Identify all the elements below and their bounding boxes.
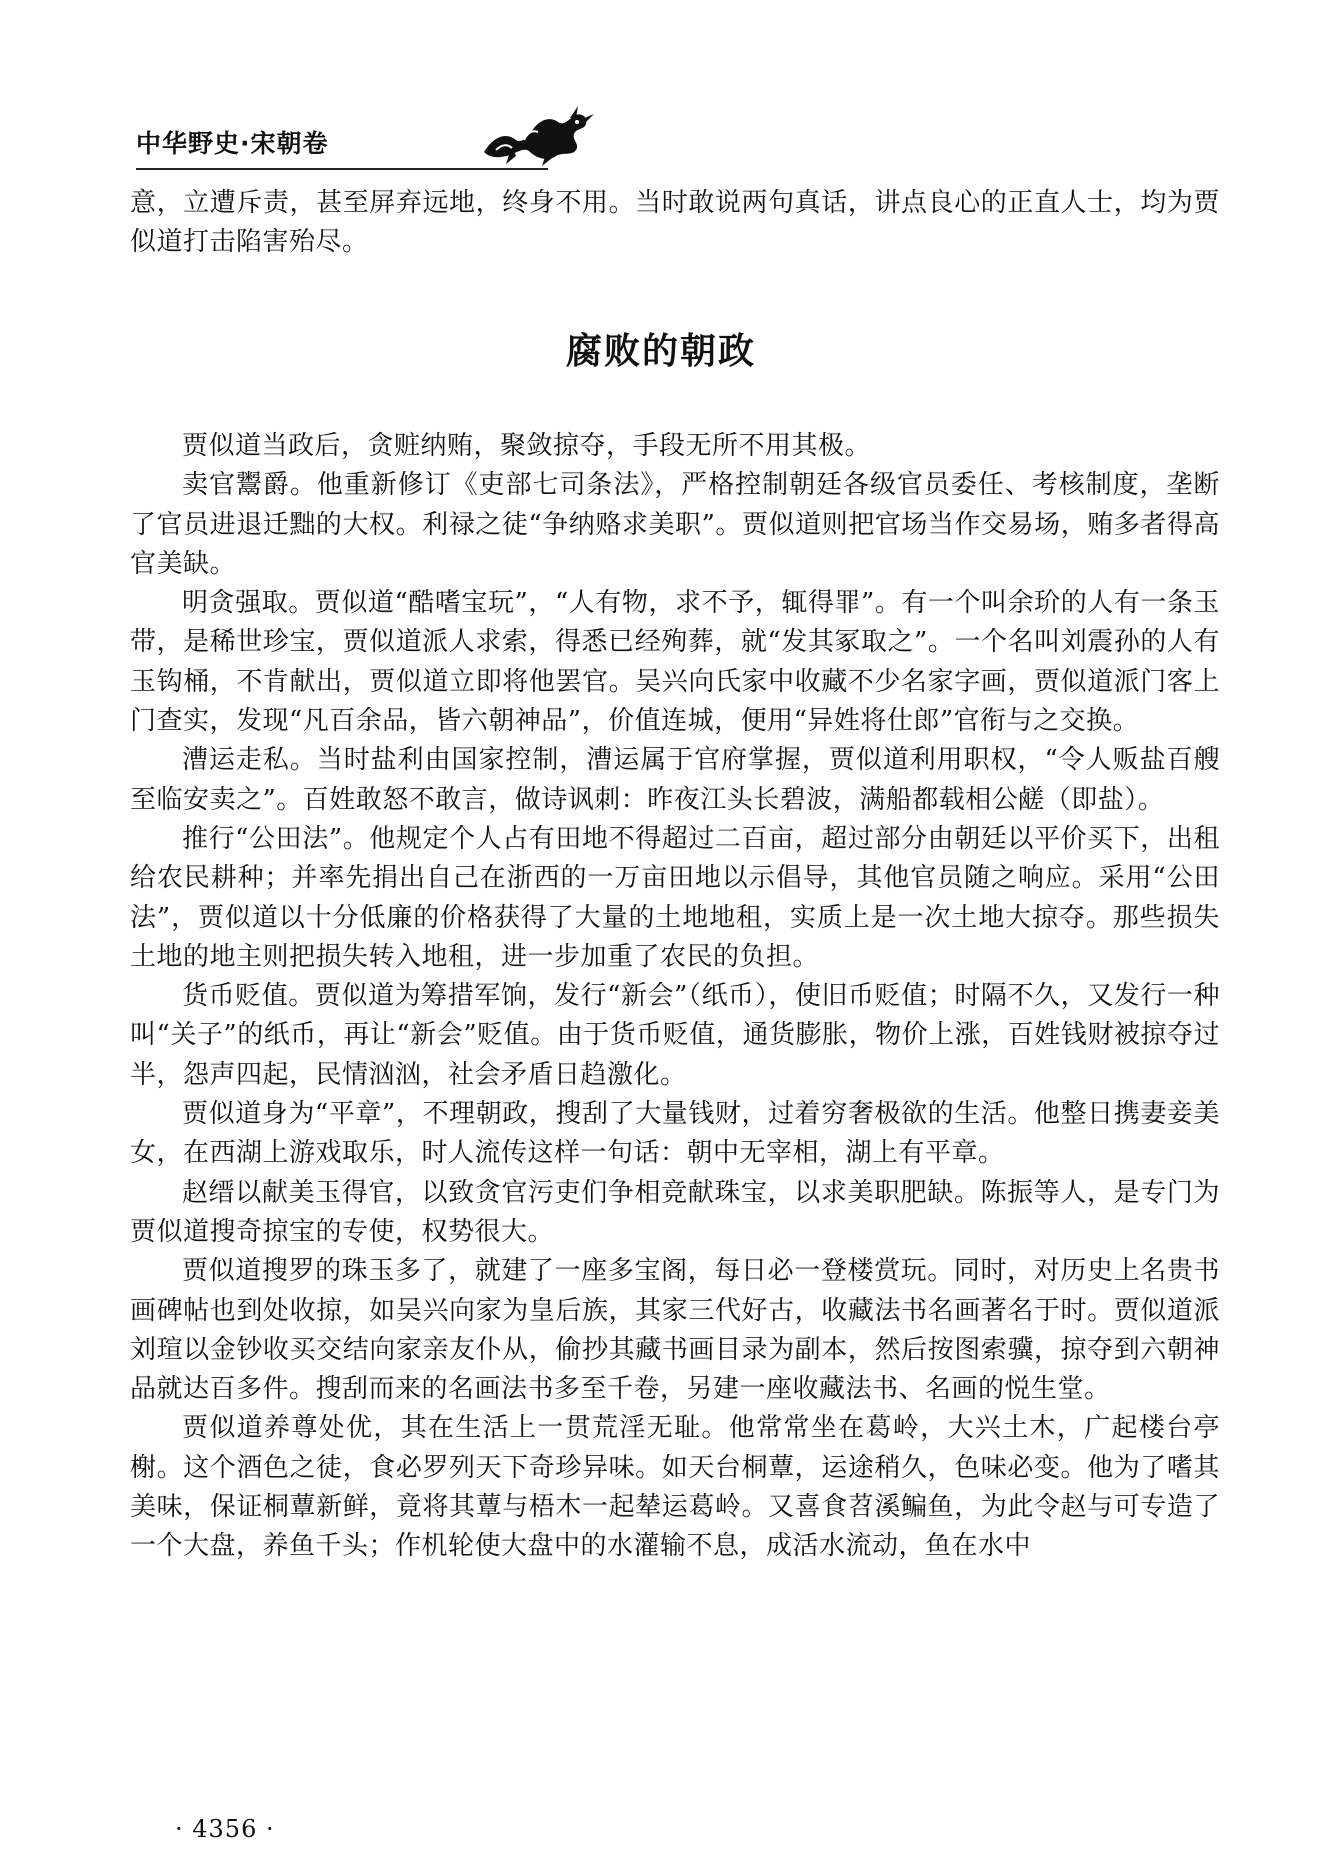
continued-paragraph: 意，立遭斥责，甚至屏弃远地，终身不用。当时敢说两句真话，讲点良心的正直人士，均为贾似道打击陷害殆尽。 bbox=[130, 188, 1220, 258]
paragraph: 贾似道养尊处优，其在生活上一贯荒淫无耻。他常常坐在葛岭，大兴土木，广起楼台亭榭。这个酒色之徒，食必罗列天下奇珍异味。如天台桐蕈，运途稍久，色味必变。他为了嗜其美味，保证桐蕈新鲜，竟将其蕈与梧木一起辇运葛岭。又喜食苕溪鳊鱼，为此令赵与可专造了一个大盘，养鱼千头；作机轮使大盘中的水灌输不息，成活水流动，鱼在水中 bbox=[130, 1413, 1220, 1562]
running-title: 中华野史·宋朝卷 bbox=[136, 129, 329, 158]
paragraph: 推行“公田法”。他规定个人占有田地不得超过二百亩，超过部分由朝廷以平价买下，出租给农民耕种；并率先捐出自己在浙西的一万亩田地以示倡导，其他官员随之响应。采用“公田法”，贾似道以十分低廉的价格获得了大量的土地地租，实质上是一次土地大掠夺。那些损失土地的地主则把损失转入地租，进一步加重了农民的负担。 bbox=[130, 823, 1220, 972]
paragraph: 货币贬值。贾似道为筹措军饷，发行“新会”（纸币），使旧币贬值；时隔不久，又发行一种叫“关子”的纸币，再让“新会”贬值。由于货币贬值，通货膨胀，物价上涨，百姓钱财被掠夺过半，怨声四起，民情汹汹，社会矛盾日趋激化。 bbox=[130, 981, 1220, 1090]
paragraph: 贾似道身为“平章”，不理朝政，搜刮了大量钱财，过着穷奢极欲的生活。他整日携妻妾美女，在西湖上游戏取乐，时人流传这样一句话：朝中无宰相，湖上有平章。 bbox=[130, 1099, 1220, 1169]
paragraph: 贾似道当政后，贪赃纳贿，聚敛掠夺，手段无所不用其极。 bbox=[182, 431, 872, 461]
article-body bbox=[130, 427, 1220, 1567]
continuation-block bbox=[130, 184, 1220, 263]
section-title: 腐败的朝政 bbox=[565, 331, 756, 372]
page-number: · 4356 · bbox=[175, 1815, 275, 1843]
paragraph: 贾似道搜罗的珠玉多了，就建了一座多宝阁，每日必一登楼赏玩。同时，对历史上名贵书画碑帖也到处收掠，如吴兴向家为皇后族，其家三代好古，收藏法书名画著名于时。贾似道派刘瑄以金钞收买交结向家亲友仆从，偷抄其藏书画目录为副本，然后按图索骥，掠夺到六朝神品就达百多件。搜刮而来的名画法书多至千卷，另建一座收藏法书、名画的悦生堂。 bbox=[130, 1256, 1220, 1405]
paragraph: 明贪强取。贾似道“酷嗜宝玩”，“人有物，求不予，辄得罪”。有一个叫余玠的人有一条玉带，是稀世珍宝，贾似道派人求索，得悉已经殉葬，就“发其冢取之”。一个名叫刘震孙的人有玉钩桶，不肯献出，贾似道立即将他罢官。吴兴向氏家中收藏不少名家字画，贾似道派门客上门查实，发现“凡百余品，皆六朝神品”，价值连城，便用“异姓将仕郎”官衔与之交换。 bbox=[130, 588, 1220, 737]
running-head bbox=[136, 122, 551, 166]
dragon-icon bbox=[476, 106, 596, 168]
paragraph: 卖官鬻爵。他重新修订《吏部七司条法》，严格控制朝廷各级官员委任、考核制度，垄断了官员进退迁黜的大权。利禄之徒“争纳赂求美职”。贾似道则把官场当作交易场，贿多者得高官美缺。 bbox=[130, 470, 1220, 579]
header-rule bbox=[136, 168, 548, 170]
paragraph: 漕运走私。当时盐利由国家控制，漕运属于官府掌握，贾似道利用职权，“令人贩盐百艘至临安卖之”。百姓敢怒不敢言，做诗讽刺：昨夜江头长碧波，满船都载相公鹾（即盐）。 bbox=[130, 745, 1220, 815]
paragraph: 赵缙以献美玉得官，以致贪官污吏们争相竞献珠宝，以求美职肥缺。陈振等人，是专门为贾似道搜奇掠宝的专使，权势很大。 bbox=[130, 1177, 1220, 1247]
